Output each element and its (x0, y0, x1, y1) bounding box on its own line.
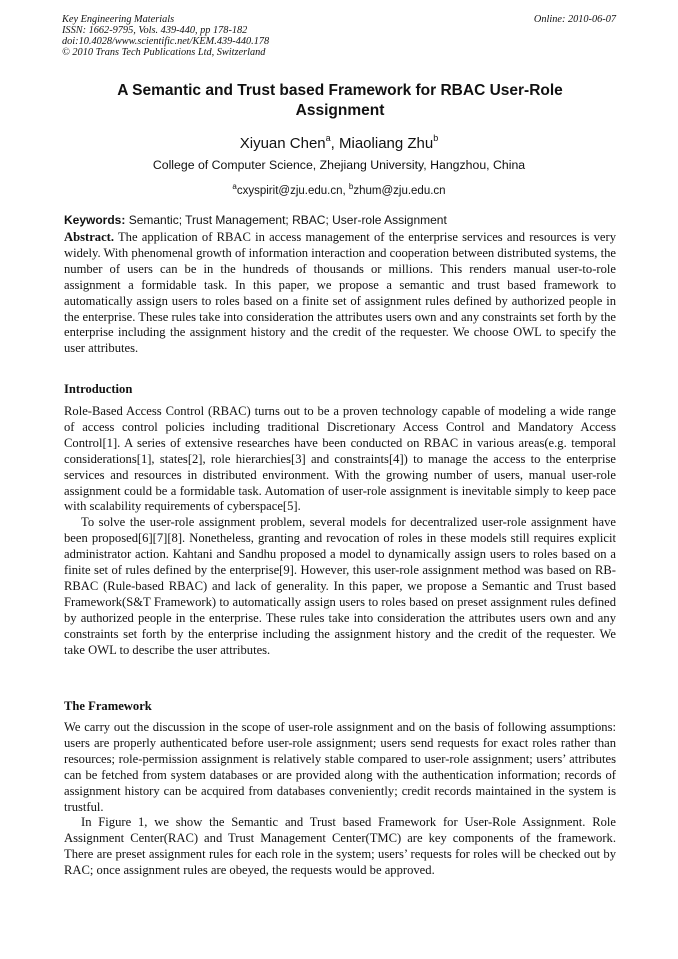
online-date: Online: 2010-06-07 (533, 14, 616, 25)
paper-title: A Semantic and Trust based Framework for RBAC User-Role Assignment (117, 82, 563, 119)
issn-line: ISSN: 1662-9795, Vols. 439-440, pp 178-182 (62, 25, 248, 36)
email-address: zhum@zju.edu.cn (353, 184, 446, 197)
email-address: cxyspirit@zju.edu.cn, (236, 184, 349, 197)
author-name: Miaoliang Zhu (339, 135, 434, 152)
journal-name: Key Engineering Materials (62, 14, 175, 25)
abstract-text: The application of RBAC in access management of the enterprise services and resources is very widely. With phenomenal growth of information interaction and cooperation between distributed systems, the number of users can be in the hundreds of thousands or millions. This renders manual user-to-role assignment a formidable task. In this paper, we propose a semantic and trust based framework to automatically assign users to roles based on a finite set of assignment rules defined by authorized people in the enterprise. These rules take into consideration the attributes users own and any constraints set forth by the enterprise including the assignment history and the credit of the requester. We choose OWL to specify the user attributes. (64, 230, 616, 356)
affiliation: College of Computer Science, Zhejiang University, Hangzhou, China (152, 158, 526, 172)
author-superscript: a (325, 133, 331, 143)
email-line (0, 179, 678, 199)
author-name: Xiyuan Chen (239, 135, 326, 152)
abstract-label: Abstract. (64, 230, 115, 244)
journal-header (62, 14, 616, 58)
author-separator: , (330, 135, 340, 152)
doi-line: doi:10.4028/www.scientific.net/KEM.439-440.178 (62, 36, 270, 47)
paragraph: To solve the user-role assignment problem, several models for decentralized user-role assignment have been proposed[6][7][8]. Nonetheless, granting and revocation of roles in these models still requires explicit administrator action. Kahtani and Sandhu proposed a model to dynamically assign users to roles based on a finite set of rules defined by the enterprise[9]. However, this user-role assignment method was based on RB-RBAC (Rule-based RBAC) and lack of generality. In this paper, we propose a Semantic and Trust based Framework(S&T Framework) to automatically assign users to roles based on preset assignment rules defined by authorized people in the enterprise. These rules take into consideration the attributes users own and any constraints set forth by the enterprise including the assignment history and the credit of the requester. We take OWL to describe the user attributes. (64, 515, 616, 657)
section-heading-introduction: Introduction (64, 382, 133, 396)
keywords (64, 213, 616, 228)
author-superscript: b (433, 133, 439, 143)
section-heading-framework: The Framework (64, 699, 152, 713)
abstract (64, 230, 616, 357)
author-line (0, 130, 678, 153)
email-superscript: b (348, 182, 354, 191)
framework-section (64, 720, 616, 879)
email-superscript: a (232, 182, 237, 191)
copyright-line: © 2010 Trans Tech Publications Ltd, Switzerland (62, 47, 266, 58)
paragraph: We carry out the discussion in the scope of user-role assignment and on the basis of following assumptions: users are properly authenticated before user-role assignment; users send requests for exact roles rather than resources; role-permission assignment is relatively stable compared to user-role assignment; users’ attributes can be fetched from system databases or are provided along with the authentication information; records of assignment history can be acquired from databases conveniently; credit records maintained in the system is trustful. (64, 720, 616, 814)
keywords-label: Keywords: (64, 213, 126, 227)
introduction-section (64, 404, 616, 659)
keywords-text: Semantic; Trust Management; RBAC; User-role Assignment (125, 213, 447, 227)
paragraph: Role-Based Access Control (RBAC) turns out to be a proven technology capable of modeling a wide range of access control policies including traditional Discretionary Access Control and Mandatory Access Control[1]. A series of extensive researches have been conducted on RBAC in various areas(e.g. temporal considerations[1], states[2], role hierarchies[3] and constraints[4]) to manage the access to the enterprise services and resources in distributed environment. With the growing number of users, manual user-role assignment could be a formidable task. Automation of user-role assignment is inevitable simply to keep pace with scalability requirements of cyberspace[5]. (64, 404, 616, 514)
paragraph: In Figure 1, we show the Semantic and Trust based Framework for User-Role Assignment. Role Assignment Center(RAC) and Trust Management Center(TMC) are key components of the framework. There are preset assignment rules for each role in the system; users’ requests for roles will be checked out by RAC; once assignment rules are obeyed, the requests would be approved. (64, 815, 616, 878)
